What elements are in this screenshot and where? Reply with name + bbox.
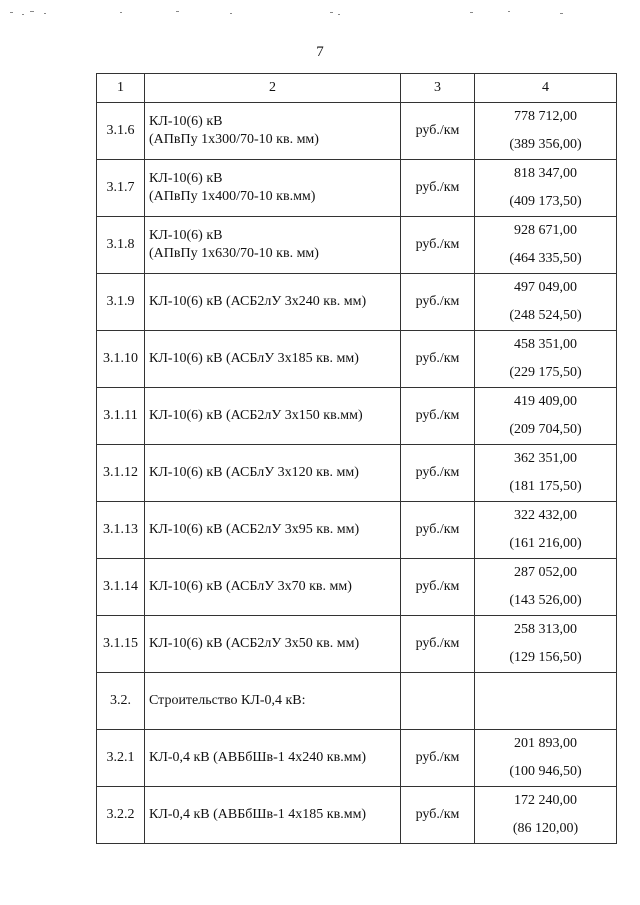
item-name (145, 103, 401, 160)
price-cell (475, 388, 617, 445)
row-number: 3.1.7 (97, 160, 145, 217)
row-number: 3.1.6 (97, 103, 145, 160)
column-header: 4 (475, 74, 617, 103)
table-row (97, 787, 617, 844)
item-name (145, 331, 401, 388)
item-name-line: КЛ-10(6) кВ (149, 228, 223, 243)
row-number: 3.2.2 (97, 787, 145, 844)
table-row (97, 160, 617, 217)
price-cell (475, 445, 617, 502)
price-alt: (464 335,50) (509, 251, 582, 266)
table-row (97, 616, 617, 673)
item-name (145, 730, 401, 787)
item-name (145, 673, 401, 730)
item-name (145, 274, 401, 331)
item-name (145, 616, 401, 673)
unit (401, 673, 475, 730)
price-alt: (209 704,50) (509, 422, 582, 437)
item-name (145, 160, 401, 217)
item-name-line: КЛ-0,4 кВ (АВБбШв-1 4х185 кв.мм) (149, 807, 367, 822)
price: 419 409,00 (514, 394, 577, 409)
unit: руб./км (401, 217, 475, 274)
price-cell (475, 217, 617, 274)
price: 497 049,00 (514, 280, 577, 295)
unit: руб./км (401, 388, 475, 445)
item-name-line: КЛ-10(6) кВ (АСБ2лУ 3х95 кв. мм) (149, 522, 360, 537)
item-name (145, 559, 401, 616)
table-row (97, 217, 617, 274)
price: 258 313,00 (514, 622, 577, 637)
table-row (97, 673, 617, 730)
price: 287 052,00 (514, 565, 577, 580)
item-name-line: КЛ-10(6) кВ (149, 171, 223, 186)
table-row (97, 730, 617, 787)
row-number: 3.1.9 (97, 274, 145, 331)
unit: руб./км (401, 616, 475, 673)
page-number: 7 (316, 44, 324, 60)
item-name-line: КЛ-10(6) кВ (149, 114, 223, 129)
price-alt: (389 356,00) (509, 137, 582, 152)
item-name-line: КЛ-10(6) кВ (АСБлУ 3х185 кв. мм) (149, 351, 359, 366)
unit: руб./км (401, 274, 475, 331)
row-number: 3.1.12 (97, 445, 145, 502)
unit: руб./км (401, 160, 475, 217)
price-alt: (161 216,00) (509, 536, 582, 551)
price-cell (475, 787, 617, 844)
price: 778 712,00 (514, 109, 577, 124)
price: 818 347,00 (514, 166, 577, 181)
table-row (97, 331, 617, 388)
item-name (145, 502, 401, 559)
item-name-line: (АПвПу 1х400/70-10 кв.мм) (149, 189, 316, 204)
item-name (145, 217, 401, 274)
price: 928 671,00 (514, 223, 577, 238)
table-header-row (97, 74, 617, 103)
row-number: 3.1.10 (97, 331, 145, 388)
table-row (97, 103, 617, 160)
price-alt: (100 946,50) (509, 764, 582, 779)
item-name-line: КЛ-0,4 кВ (АВБбШв-1 4х240 кв.мм) (149, 750, 367, 765)
price-alt: (86 120,00) (512, 821, 579, 836)
unit: руб./км (401, 445, 475, 502)
unit: руб./км (401, 103, 475, 160)
table-row (97, 445, 617, 502)
table-row (97, 274, 617, 331)
item-name (145, 388, 401, 445)
item-name-line: (АПвПу 1х300/70-10 кв. мм) (149, 132, 319, 147)
column-header: 1 (97, 74, 145, 103)
item-name (145, 787, 401, 844)
column-header: 2 (145, 74, 401, 103)
item-name-line: КЛ-10(6) кВ (АСБлУ 3х70 кв. мм) (149, 579, 352, 594)
column-header: 3 (401, 74, 475, 103)
row-number: 3.2.1 (97, 730, 145, 787)
price-cell (475, 331, 617, 388)
unit: руб./км (401, 787, 475, 844)
price: 458 351,00 (514, 337, 577, 352)
price-cell (475, 103, 617, 160)
row-number: 3.1.13 (97, 502, 145, 559)
tariff-table (96, 73, 617, 844)
price-alt: (143 526,00) (509, 593, 582, 608)
price-alt: (181 175,50) (509, 479, 582, 494)
table-row (97, 388, 617, 445)
table-row (97, 502, 617, 559)
price: 201 893,00 (514, 736, 577, 751)
row-number: 3.1.15 (97, 616, 145, 673)
row-number: 3.2. (97, 673, 145, 730)
table-row (97, 559, 617, 616)
item-name-line: Строительство КЛ-0,4 кВ: (149, 693, 306, 708)
price-cell (475, 616, 617, 673)
price: 362 351,00 (514, 451, 577, 466)
row-number: 3.1.14 (97, 559, 145, 616)
item-name-line: КЛ-10(6) кВ (АСБ2лУ 3х240 кв. мм) (149, 294, 367, 309)
price-cell (475, 559, 617, 616)
unit: руб./км (401, 559, 475, 616)
row-number: 3.1.11 (97, 388, 145, 445)
item-name-line: КЛ-10(6) кВ (АСБ2лУ 3х50 кв. мм) (149, 636, 360, 651)
price-cell (475, 274, 617, 331)
item-name-line: КЛ-10(6) кВ (АСБ2лУ 3х150 кв.мм) (149, 408, 363, 423)
price: 172 240,00 (514, 793, 577, 808)
price-cell (475, 502, 617, 559)
price-cell (475, 730, 617, 787)
item-name-line: КЛ-10(6) кВ (АСБлУ 3х120 кв. мм) (149, 465, 359, 480)
price-alt: (248 524,50) (509, 308, 582, 323)
price-alt: (129 156,50) (509, 650, 582, 665)
price: 322 432,00 (514, 508, 577, 523)
unit: руб./км (401, 730, 475, 787)
unit: руб./км (401, 331, 475, 388)
price-cell (475, 673, 617, 730)
item-name-line: (АПвПу 1х630/70-10 кв. мм) (149, 246, 319, 261)
scan-noise (0, 6, 640, 20)
price-alt: (229 175,50) (509, 365, 582, 380)
row-number: 3.1.8 (97, 217, 145, 274)
item-name (145, 445, 401, 502)
unit: руб./км (401, 502, 475, 559)
price-alt: (409 173,50) (509, 194, 582, 209)
price-cell (475, 160, 617, 217)
